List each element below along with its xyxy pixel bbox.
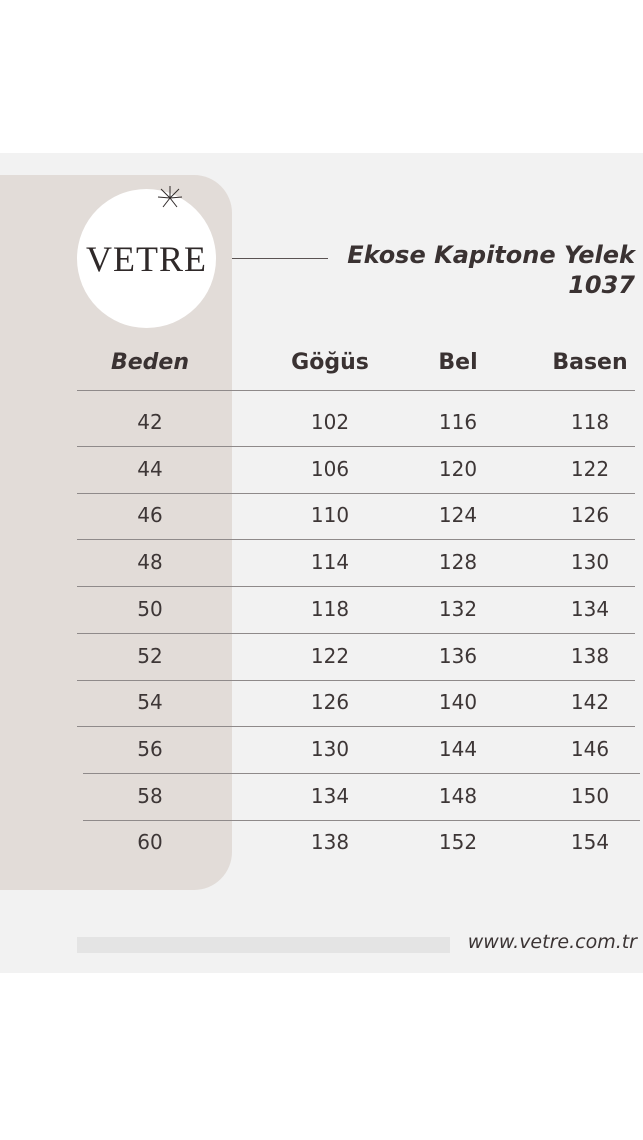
- cell-basen: 154: [570, 830, 610, 855]
- cell-gogus: 122: [310, 643, 350, 668]
- row-divider: [77, 446, 635, 447]
- cell-basen: 146: [570, 736, 610, 761]
- cell-basen: 150: [570, 783, 610, 808]
- cell-basen: 134: [570, 596, 610, 621]
- cell-beden: 44: [137, 456, 163, 481]
- cell-beden: 52: [137, 643, 163, 668]
- header-basen: Basen: [552, 350, 628, 375]
- brand-logo-text: VETRE: [86, 238, 207, 279]
- cell-bel: 144: [438, 736, 478, 761]
- row-divider: [77, 726, 635, 727]
- dandelion-icon: [155, 183, 185, 213]
- cell-gogus: 102: [310, 410, 350, 434]
- cell-beden: 42: [137, 410, 163, 434]
- cell-bel: 120: [438, 456, 478, 481]
- cell-gogus: 130: [310, 736, 350, 761]
- brand-logo: [77, 189, 216, 328]
- cell-bel: 124: [438, 503, 478, 528]
- cell-gogus: 126: [310, 690, 350, 715]
- cell-basen: 122: [570, 456, 610, 481]
- cell-beden: 56: [137, 736, 163, 761]
- row-divider: [77, 493, 635, 494]
- row-divider: [77, 539, 635, 540]
- title-connector-line: [232, 258, 328, 259]
- cell-beden: 60: [137, 830, 163, 855]
- header-divider: [77, 390, 635, 391]
- cell-gogus: 114: [310, 550, 350, 575]
- cell-bel: 152: [438, 830, 478, 855]
- product-code: 1037: [568, 271, 635, 299]
- row-divider: [83, 773, 640, 774]
- cell-gogus: 138: [310, 830, 350, 855]
- cell-beden: 48: [137, 550, 163, 575]
- product-title: [347, 240, 635, 300]
- footer-bar: [77, 937, 450, 953]
- header-bel: Bel: [438, 350, 478, 375]
- product-name: Ekose Kapitone Yelek: [347, 241, 635, 269]
- cell-bel: 128: [438, 550, 478, 575]
- cell-gogus: 118: [310, 596, 350, 621]
- cell-basen: 138: [570, 643, 610, 668]
- cell-bel: 148: [438, 783, 478, 808]
- cell-gogus: 106: [310, 456, 350, 481]
- cell-beden: 46: [137, 503, 163, 528]
- header-beden: Beden: [110, 350, 190, 375]
- row-divider: [77, 680, 635, 681]
- cell-beden: 54: [137, 690, 163, 715]
- cell-gogus: 110: [310, 503, 350, 528]
- cell-beden: 58: [137, 783, 163, 808]
- cell-basen: 118: [570, 410, 610, 434]
- cell-bel: 136: [438, 643, 478, 668]
- row-divider: [83, 820, 640, 821]
- cell-basen: 130: [570, 550, 610, 575]
- cell-bel: 132: [438, 596, 478, 621]
- cell-beden: 50: [137, 596, 163, 621]
- cell-basen: 142: [570, 690, 610, 715]
- row-divider: [77, 586, 635, 587]
- row-divider: [77, 633, 635, 634]
- header-gogus: Göğüs: [291, 350, 369, 375]
- cell-gogus: 134: [310, 783, 350, 808]
- cell-basen: 126: [570, 503, 610, 528]
- cell-bel: 116: [438, 410, 478, 434]
- cell-bel: 140: [438, 690, 478, 715]
- website-link[interactable]: www.vetre.com.tr: [467, 931, 637, 953]
